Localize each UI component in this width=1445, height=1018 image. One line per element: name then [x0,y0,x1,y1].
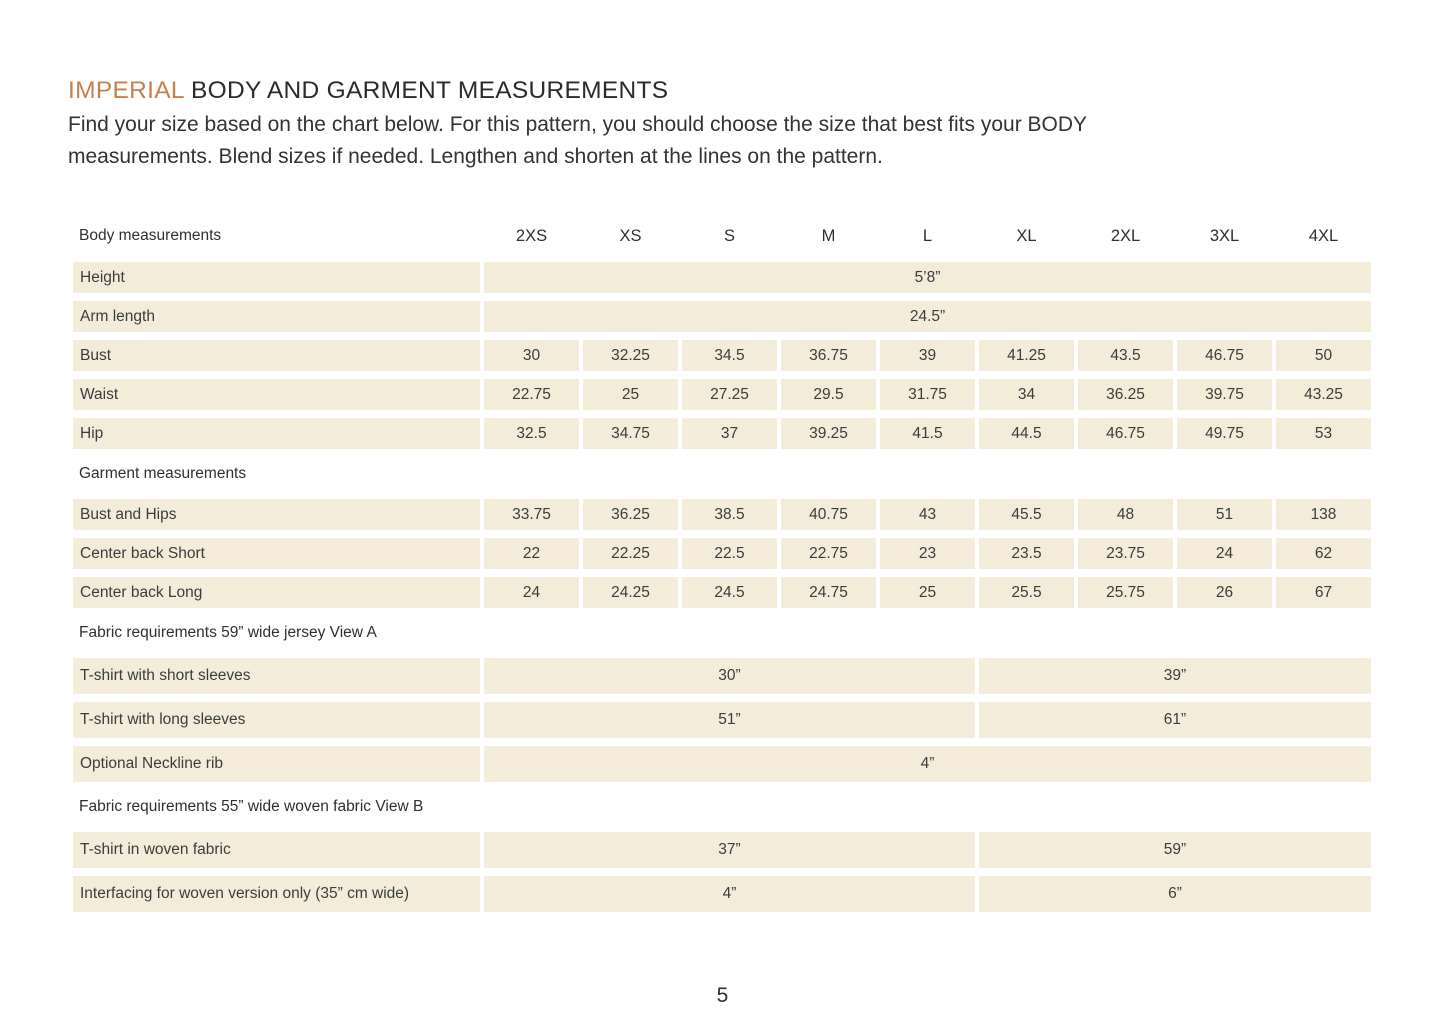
value-cell: 22.5 [682,538,777,569]
table-row [73,876,1371,912]
row-label: T-shirt with short sleeves [73,658,480,694]
value-cell: 32.25 [583,340,678,371]
value-cell: 24 [484,577,579,608]
value-cell: 62 [1276,538,1371,569]
value-cell: 38.5 [682,499,777,530]
column-header-m: M [821,226,836,245]
value-cell: 36.25 [1078,379,1173,410]
table-row [73,379,1371,410]
value-cell: 24 [1177,538,1272,569]
value-cell: 41.5 [880,418,975,449]
row-label: Interfacing for woven version only (35” cm wide) [73,876,480,912]
row-label: Bust [73,340,480,371]
value-cell: 37 [682,418,777,449]
value-cell: 49.75 [1177,418,1272,449]
table-row [73,340,1371,371]
row-label: Hip [73,418,480,449]
value-cell: 22.75 [781,538,876,569]
page-number: 5 [716,984,729,1007]
value-cell: 53 [1276,418,1371,449]
value-cell: 43.5 [1078,340,1173,371]
value-cell: 26 [1177,577,1272,608]
column-header-4xl: 4XL [1308,226,1339,245]
value-cell: 23.5 [979,538,1074,569]
measurements-table [73,222,1371,920]
row-label: Center back Short [73,538,480,569]
value-cell: 24.75 [781,577,876,608]
value-cell: 25.75 [1078,577,1173,608]
intro-line-2: measurements. Blend sizes if needed. Lengthen and shorten at the lines on the pattern. [68,145,883,168]
value-cell: 43.25 [1276,379,1371,410]
value-cell: 39.25 [781,418,876,449]
value-cell: 22.75 [484,379,579,410]
value-cell: 24.25 [583,577,678,608]
value-cell: 41.25 [979,340,1074,371]
value-cell: 25 [583,379,678,410]
title-rest: BODY AND GARMENT MEASUREMENTS [183,77,669,104]
table-row [73,301,1371,332]
value-cell: 30 [484,340,579,371]
value-cell: 138 [1276,499,1371,530]
section-label: Fabric requirements 55” wide woven fabric View B [79,798,424,815]
value-cell: 24.5” [484,301,1371,332]
row-label: Optional Neckline rib [73,746,480,782]
value-cell: 4” [484,746,1371,782]
value-cell: 29.5 [781,379,876,410]
value-cell: 50 [1276,340,1371,371]
value-cell: 39” [979,658,1371,694]
value-cell: 44.5 [979,418,1074,449]
value-cell: 46.75 [1177,340,1272,371]
value-cell: 48 [1078,499,1173,530]
value-cell: 51 [1177,499,1272,530]
value-cell: 59” [979,832,1371,868]
value-cell: 5’8” [484,262,1371,293]
label-column-header: Body measurements [79,227,222,244]
row-label: Arm length [73,301,480,332]
column-header-xl: XL [1016,226,1037,245]
value-cell: 46.75 [1078,418,1173,449]
row-label: T-shirt in woven fabric [73,832,480,868]
value-cell: 67 [1276,577,1371,608]
table-row [73,538,1371,569]
table-row [73,658,1371,694]
value-cell: 45.5 [979,499,1074,530]
row-label: T-shirt with long sleeves [73,702,480,738]
value-cell: 27.25 [682,379,777,410]
value-cell: 61” [979,702,1371,738]
value-cell: 30” [484,658,975,694]
value-cell: 33.75 [484,499,579,530]
column-header-3xl: 3XL [1209,226,1240,245]
table-row [73,262,1371,293]
value-cell: 23 [880,538,975,569]
table-row [73,832,1371,868]
value-cell: 39.75 [1177,379,1272,410]
row-label: Center back Long [73,577,480,608]
intro-line-1: Find your size based on the chart below. For this pattern, you should choose the size that best fits your BODY [68,113,1088,136]
row-label: Bust and Hips [73,499,480,530]
value-cell: 31.75 [880,379,975,410]
table-row [73,577,1371,608]
section-label: Garment measurements [79,465,247,482]
value-cell: 36.25 [583,499,678,530]
value-cell: 51” [484,702,975,738]
column-header-xs: XS [619,226,642,245]
value-cell: 25 [880,577,975,608]
value-cell: 37” [484,832,975,868]
value-cell: 34.5 [682,340,777,371]
page-title [68,77,668,105]
value-cell: 25.5 [979,577,1074,608]
value-cell: 32.5 [484,418,579,449]
value-cell: 34 [979,379,1074,410]
title-highlight: IMPERIAL [68,77,184,104]
row-label: Waist [73,379,480,410]
column-header-2xs: 2XS [515,226,548,245]
column-header-2xl: 2XL [1110,226,1141,245]
value-cell: 40.75 [781,499,876,530]
value-cell: 22 [484,538,579,569]
value-cell: 22.25 [583,538,678,569]
value-cell: 34.75 [583,418,678,449]
value-cell: 6” [979,876,1371,912]
intro-text [68,109,1328,173]
table-row [73,499,1371,530]
value-cell: 36.75 [781,340,876,371]
value-cell: 43 [880,499,975,530]
column-header-s: S [723,226,735,245]
table-row [73,702,1371,738]
value-cell: 24.5 [682,577,777,608]
value-cell: 23.75 [1078,538,1173,569]
section-label: Fabric requirements 59” wide jersey View A [79,624,377,641]
table-row [73,746,1371,782]
column-header-l: L [922,226,933,245]
table-row [73,418,1371,449]
value-cell: 39 [880,340,975,371]
table-header-row [73,222,1371,250]
row-label: Height [73,262,480,293]
value-cell: 4” [484,876,975,912]
